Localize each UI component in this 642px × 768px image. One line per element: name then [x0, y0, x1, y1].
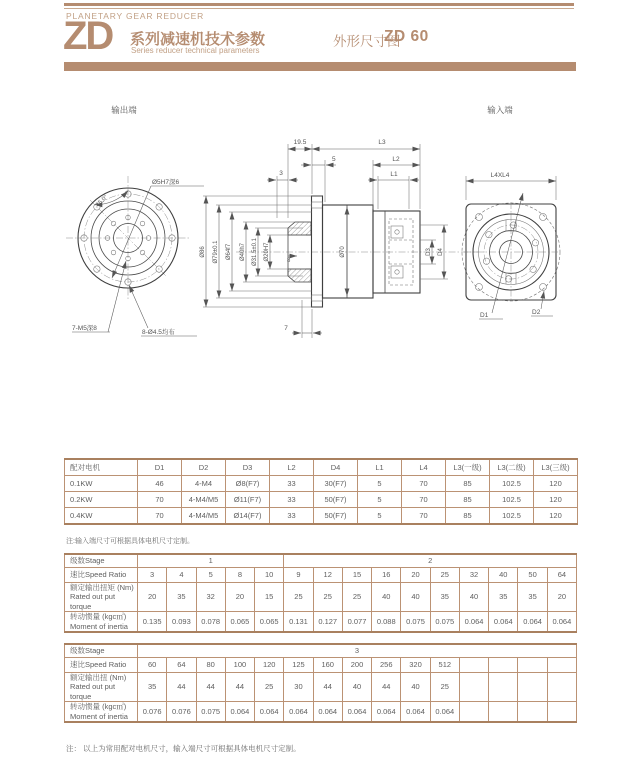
table-cell: 0.065 — [255, 612, 284, 633]
dim-L3: L3 — [378, 139, 386, 146]
dim-D1: D1 — [480, 312, 489, 319]
dim-n7: 7 — [284, 325, 288, 332]
dim-d64: Ø64f7 — [226, 243, 232, 261]
table-cell: 0.127 — [313, 612, 342, 633]
row-label-cn: 额定输出扭 (Nm) — [70, 673, 127, 682]
dim-L4: L4XL4 — [490, 172, 510, 179]
table-cell: 0.064 — [518, 612, 547, 633]
table-cell: 15 — [255, 583, 284, 612]
table-cell: 40 — [489, 568, 518, 583]
table-cell: 102.5 — [490, 508, 534, 525]
column-header: D4 — [314, 459, 358, 476]
table-cell: 30(F7) — [314, 476, 358, 492]
table-cell: 16 — [372, 568, 401, 583]
table-cell: 0.075 — [196, 702, 225, 723]
column-header: L4 — [402, 459, 446, 476]
table-cell — [459, 702, 488, 723]
header-bar — [64, 62, 576, 71]
table-cell: 120 — [534, 508, 578, 525]
dim-D4: D4 — [438, 248, 444, 256]
table-cell: 33 — [270, 492, 314, 508]
table-row — [65, 476, 578, 492]
table-cell: 85 — [446, 508, 490, 525]
table-cell: 0.064 — [255, 702, 284, 723]
header-eyebrow: PLANETARY GEAR REDUCER — [66, 11, 205, 21]
dim-d315: Ø31.5±0.1 — [252, 238, 258, 266]
table-cell: 3 — [138, 568, 167, 583]
table-cell: 0.078 — [196, 612, 225, 633]
column-header: L3(一级) — [446, 459, 490, 476]
table-cell: 25 — [284, 583, 313, 612]
table-cell: 30 — [284, 673, 313, 702]
row-label: 速比Speed Ratio — [65, 568, 138, 583]
table-cell: 40 — [401, 583, 430, 612]
table-cell: 0.076 — [138, 702, 167, 723]
dim-D3: D3 — [426, 248, 432, 256]
dim-45deg: 45.0° — [95, 194, 110, 209]
table-cell: 4-M4/M5 — [182, 492, 226, 508]
table-cell: 0.077 — [342, 612, 371, 633]
table-cell: 70 — [138, 508, 182, 525]
table-cell: 125 — [284, 658, 313, 673]
table-cell: 0.064 — [430, 702, 459, 723]
stage-group: 3 — [138, 644, 577, 658]
table-cell — [489, 658, 518, 673]
technical-drawing — [0, 80, 642, 450]
torque-row — [65, 673, 577, 702]
row-label-cn: 转动惯量 (kgc㎡) — [70, 612, 127, 622]
table-cell: 0.131 — [284, 612, 313, 633]
table-cell: Ø14(F7) — [226, 508, 270, 525]
table-row — [65, 492, 578, 508]
table-cell: 20 — [225, 583, 254, 612]
table-cell: 8 — [225, 568, 254, 583]
table-cell — [518, 658, 547, 673]
table-cell: 50(F7) — [314, 508, 358, 525]
row-label — [65, 583, 138, 612]
row-label: 级数Stage — [65, 644, 138, 658]
table-cell — [489, 702, 518, 723]
table-cell: 0.076 — [167, 702, 196, 723]
row-label: 0.2KW — [65, 492, 138, 508]
table-cell: 0.064 — [372, 702, 401, 723]
footer-note: 注： 以上为常用配对电机尺寸，输入端尺寸可根据具体电机尺寸定制。 — [66, 744, 301, 753]
table-cell: 44 — [313, 673, 342, 702]
dim-n5: 5 — [332, 156, 336, 163]
table-cell: 35 — [430, 583, 459, 612]
table-cell: 85 — [446, 492, 490, 508]
table-cell: Ø11(F7) — [226, 492, 270, 508]
table-cell: 0.064 — [313, 702, 342, 723]
torque-row — [65, 583, 577, 612]
dim-pin-hole: Ø5H7深6 — [152, 179, 180, 186]
table-cell: 0.064 — [342, 702, 371, 723]
table-row — [65, 508, 578, 525]
table-cell: 5 — [196, 568, 225, 583]
table-cell: 46 — [138, 476, 182, 492]
row-label-en: Rated out put torque — [70, 592, 116, 611]
table-cell: 40 — [401, 673, 430, 702]
table-note: 注:输入端尺寸可根据具体电机尺寸定制。 — [66, 538, 194, 545]
dim-d70: Ø70 — [340, 246, 346, 258]
table-cell: 20 — [401, 568, 430, 583]
table-cell: 0.075 — [401, 612, 430, 633]
table-cell: 12 — [313, 568, 342, 583]
table-cell: 44 — [372, 673, 401, 702]
table-cell: 33 — [270, 508, 314, 525]
table-cell: 0.064 — [459, 612, 488, 633]
table-cell: 33 — [270, 476, 314, 492]
table-cell: 320 — [401, 658, 430, 673]
table-cell: 15 — [342, 568, 371, 583]
section-view — [200, 139, 478, 338]
table-cell: 70 — [402, 492, 446, 508]
row-label — [65, 702, 138, 723]
row-label: 0.1KW — [65, 476, 138, 492]
table-cell: 50(F7) — [314, 492, 358, 508]
table-cell: 44 — [196, 673, 225, 702]
table-cell: 25 — [342, 583, 371, 612]
table-cell: 0.064 — [225, 702, 254, 723]
motor-spec-table — [64, 458, 578, 525]
header-title-en: Series reducer technical parameters — [131, 46, 260, 55]
dim-tap-holes: 7-M5深8 — [72, 325, 97, 332]
table-cell: 35 — [489, 583, 518, 612]
dim-n195: 19.5 — [293, 139, 307, 146]
table-cell: 40 — [342, 673, 371, 702]
dimension-figure-title: 外形尺寸图 — [333, 34, 401, 49]
stage-group: 1 — [138, 554, 284, 568]
row-label: 0.4KW — [65, 508, 138, 525]
table-cell: 512 — [430, 658, 459, 673]
row-label: 速比Speed Ratio — [65, 658, 138, 673]
table-cell: 0.065 — [225, 612, 254, 633]
table-cell: 0.064 — [489, 612, 518, 633]
ratio-row — [65, 568, 577, 583]
stage-row — [65, 554, 577, 568]
header-title-cn: 系列减速机技术参数 — [130, 31, 266, 48]
column-header: D3 — [226, 459, 270, 476]
table-cell: 160 — [313, 658, 342, 673]
table-cell: 4-M4/M5 — [182, 508, 226, 525]
table-cell — [518, 673, 547, 702]
output-end-label: 输出端 — [111, 105, 137, 115]
ratio-row — [65, 658, 577, 673]
table-cell: 20 — [138, 583, 167, 612]
row-label — [65, 673, 138, 702]
table-cell: Ø8(F7) — [226, 476, 270, 492]
table-cell: 85 — [446, 476, 490, 492]
table-cell — [547, 673, 576, 702]
table-cell: 64 — [547, 568, 576, 583]
table-cell: 5 — [358, 476, 402, 492]
table-cell: 120 — [255, 658, 284, 673]
row-label-en: Moment of inertia — [70, 621, 128, 631]
table-cell: 25 — [313, 583, 342, 612]
table-cell: 4-M4 — [182, 476, 226, 492]
table-cell: 64 — [167, 658, 196, 673]
table-cell: 102.5 — [490, 476, 534, 492]
table-cell: 50 — [518, 568, 547, 583]
dim-n8: 8 — [287, 258, 291, 264]
column-header: L3(三级) — [534, 459, 578, 476]
table-cell: 5 — [358, 492, 402, 508]
input-end-label: 输入端 — [487, 105, 513, 115]
column-header: D2 — [182, 459, 226, 476]
table-header-row — [65, 459, 578, 476]
table-cell: 10 — [255, 568, 284, 583]
table-cell — [459, 658, 488, 673]
table-cell: 0.093 — [167, 612, 196, 633]
table-cell: 35 — [167, 583, 196, 612]
model-number: ZD 60 — [384, 28, 429, 45]
table-cell: 9 — [284, 568, 313, 583]
table-cell — [547, 702, 576, 723]
table-cell: 80 — [196, 658, 225, 673]
table-cell — [459, 673, 488, 702]
table-cell: 20 — [547, 583, 576, 612]
inertia-row — [65, 702, 577, 723]
table-cell — [547, 658, 576, 673]
column-header: 配对电机 — [65, 459, 138, 476]
table-cell — [518, 702, 547, 723]
table-cell: 100 — [225, 658, 254, 673]
series-logo: ZD — [63, 14, 113, 58]
table-cell — [489, 673, 518, 702]
table-cell: 256 — [372, 658, 401, 673]
row-label-en: Rated out put torque — [70, 682, 116, 701]
table-cell: 0.064 — [284, 702, 313, 723]
table-cell: 0.064 — [547, 612, 576, 633]
column-header: L2 — [270, 459, 314, 476]
dim-D2: D2 — [532, 309, 541, 316]
table-cell: 32 — [459, 568, 488, 583]
table-cell: 4 — [167, 568, 196, 583]
table-cell: 120 — [534, 476, 578, 492]
column-header: L3(二级) — [490, 459, 534, 476]
input-view — [462, 172, 560, 319]
table-cell: 120 — [534, 492, 578, 508]
table-cell: 200 — [342, 658, 371, 673]
dim-d86: Ø86 — [200, 246, 206, 258]
table-cell: 25 — [430, 673, 459, 702]
table-cell: 44 — [167, 673, 196, 702]
table-cell: 0.135 — [138, 612, 167, 633]
column-header: L1 — [358, 459, 402, 476]
table-cell: 35 — [138, 673, 167, 702]
row-label: 级数Stage — [65, 554, 138, 568]
table-cell: 0.088 — [372, 612, 401, 633]
table-cell: 32 — [196, 583, 225, 612]
row-label — [65, 612, 138, 633]
dim-n3: 3 — [279, 170, 283, 177]
stage-row — [65, 644, 577, 658]
table-cell: 44 — [225, 673, 254, 702]
table-cell: 40 — [459, 583, 488, 612]
table-cell: 70 — [402, 476, 446, 492]
table-cell: 0.064 — [401, 702, 430, 723]
top-rule-thin — [64, 8, 574, 9]
dim-thru-holes: 8-Ø4.5均布 — [142, 329, 175, 336]
row-label-cn: 额定输出扭矩 (Nm) — [70, 583, 134, 592]
table-cell: 70 — [138, 492, 182, 508]
table-cell: 60 — [138, 658, 167, 673]
table-cell: 25 — [255, 673, 284, 702]
dim-L2: L2 — [392, 156, 400, 163]
table-cell: 102.5 — [490, 492, 534, 508]
table-cell: 5 — [358, 508, 402, 525]
column-header: D1 — [138, 459, 182, 476]
stage-table-2 — [64, 643, 577, 723]
table-cell: 70 — [402, 508, 446, 525]
inertia-row — [65, 612, 577, 633]
table-cell: 35 — [518, 583, 547, 612]
top-rule-thick — [64, 3, 574, 6]
dim-d79: Ø79±0.1 — [213, 240, 219, 264]
front-view — [66, 176, 204, 336]
stage-group: 2 — [284, 554, 577, 568]
row-label-cn: 转动惯量 (kgc㎡) — [70, 702, 127, 712]
table-cell: 40 — [372, 583, 401, 612]
dim-L1: L1 — [390, 171, 398, 178]
table-cell: 0.075 — [430, 612, 459, 633]
stage-table-1 — [64, 553, 577, 633]
dim-d40: Ø40h7 — [240, 242, 246, 262]
dim-d20: Ø20H7 — [264, 242, 270, 262]
row-label-en: Moment of inertia — [70, 711, 128, 721]
table-cell: 25 — [430, 568, 459, 583]
